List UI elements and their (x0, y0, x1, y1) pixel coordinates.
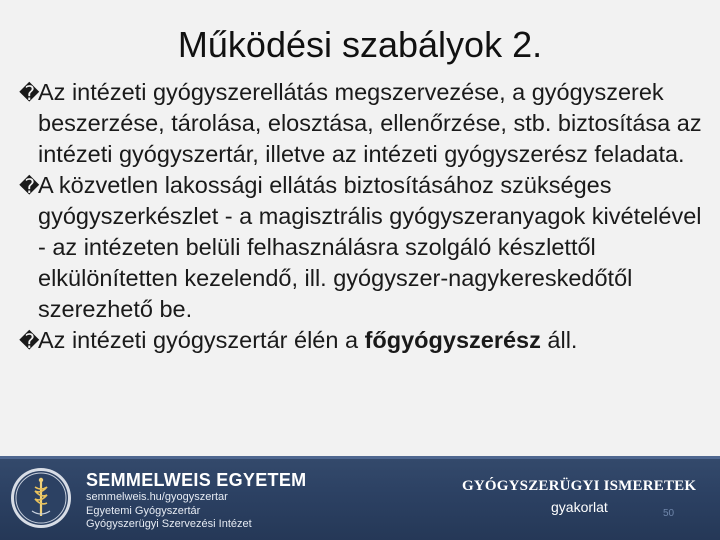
bullet-text-before: Az intézeti gyógyszertár élén a (38, 327, 365, 353)
department-line-1: Egyetemi Gyógyszertár (86, 505, 201, 517)
slide-title: Működési szabályok 2. (177, 24, 543, 65)
department-line-2: Gyógyszerügyi Szervezési Intézet (86, 518, 252, 530)
bullet-marker-icon: � (19, 81, 40, 105)
bullet-text-after: áll. (540, 327, 578, 353)
university-url: semmelweis.hu/gyogyszertar (86, 491, 228, 503)
course-subtitle: gyakorlat (551, 499, 608, 515)
bullet-text-bold: főgyógyszerész (364, 327, 541, 353)
semmelweis-seal-icon (10, 467, 72, 529)
footer-banner (0, 456, 720, 540)
bullet-marker-icon: � (19, 329, 40, 353)
bullet-text (38, 325, 712, 356)
university-name: SEMMELWEIS EGYETEM (86, 470, 307, 490)
bullet-marker-icon: � (19, 174, 40, 198)
bullet-text: A közvetlen lakossági ellátás biztosításához szükséges gyógyszerkészlet - a magisztrális gyógyszeranyagok kivételével - az intézeten belüli felhasználásra szolgáló készlettől elkülönítetten kezelendő, ill. gyógyszer-nagykereskedőtől szerezhető be. (38, 172, 702, 322)
course-title: GYÓGYSZERÜGYI ISMERETEK (462, 478, 697, 494)
page-number: 50 (663, 508, 675, 519)
bullet-text: Az intézeti gyógyszerellátás megszervezése, a gyógyszerek beszerzése, tárolása, elosztása, ellenőrzése, stb. biztosítása az intézeti gyógyszertár, illetve az intézeti gyógyszerész feladata. (38, 79, 702, 167)
bullet-list (19, 77, 712, 356)
bullet-item-1 (19, 77, 712, 170)
bullet-item-3 (19, 325, 712, 356)
bullet-item-2 (19, 170, 712, 325)
